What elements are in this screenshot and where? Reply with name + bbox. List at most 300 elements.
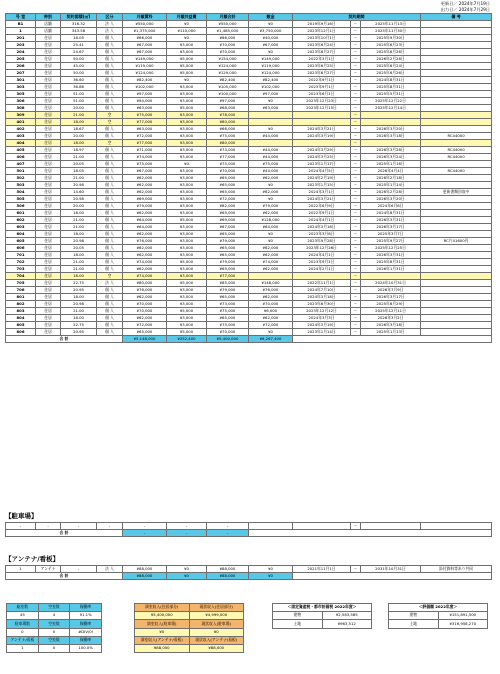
notes: RC44000 xyxy=(421,133,492,140)
notes xyxy=(421,105,492,112)
fixed-tax-label: 土地 xyxy=(273,620,323,628)
period-start: 2023年3月8日 xyxy=(293,231,351,238)
room-type: 住居 xyxy=(36,154,61,161)
table-row xyxy=(6,126,492,133)
period-sep: ~ xyxy=(351,70,361,77)
parking-cell xyxy=(421,523,492,530)
fixed-tax-value: ¥963,512 xyxy=(322,620,372,628)
period-end: 2026年3月20日 xyxy=(361,126,421,133)
table-row xyxy=(6,266,492,273)
appraisal-label: 建物 xyxy=(389,612,439,620)
table-row xyxy=(6,210,492,217)
period-end: 2026年3月31日 xyxy=(361,217,421,224)
table-row xyxy=(6,196,492,203)
period-end: 2026年3月18日 xyxy=(361,133,421,140)
room-number: 606 xyxy=(6,245,36,252)
tenant-class: 個 人 xyxy=(97,259,123,266)
report-dates xyxy=(370,1,490,13)
fixed-tax-title: ＜固定資産税・都市計画税 2022年度＞ xyxy=(273,604,372,612)
monthly-total: ¥78,000 xyxy=(207,112,249,119)
monthly-rent: ¥71,000 xyxy=(123,147,167,154)
monthly-rent: ¥64,000 xyxy=(123,217,167,224)
tenant-class: 空 xyxy=(97,119,123,126)
antenna-total-label: 合 計 xyxy=(6,573,123,580)
period-end: 2026年4月4日 xyxy=(361,168,421,175)
room-type: 住居 xyxy=(36,189,61,196)
table-row xyxy=(6,315,492,322)
deposit xyxy=(249,273,293,280)
deposit: ¥82,400 xyxy=(249,77,293,84)
table-row xyxy=(6,77,492,84)
notes: RC44000 xyxy=(421,168,492,175)
period-end: 2025年12月22日 xyxy=(361,98,421,105)
room-number: 605 xyxy=(6,238,36,245)
period-sep: ~ xyxy=(351,210,361,217)
period-sep: ~ xyxy=(351,217,361,224)
area: 20.98 xyxy=(61,182,97,189)
occ-head: 稼働率 xyxy=(70,604,102,612)
room-type: 住居 xyxy=(36,252,61,259)
occ-head: 稼働率 xyxy=(70,636,102,644)
period-sep: ~ xyxy=(351,112,361,119)
period-start: 2023年6月25日 xyxy=(293,63,351,70)
notes xyxy=(421,266,492,273)
monthly-total: ¥65,000 xyxy=(207,315,249,322)
room-number: 201 xyxy=(6,35,36,42)
deposit: ¥62,000 xyxy=(249,210,293,217)
tenant-class: 個 人 xyxy=(97,91,123,98)
tenant-class: 個 人 xyxy=(97,217,123,224)
common-fee: ¥3,000 xyxy=(167,49,207,56)
area: 18.00 xyxy=(61,210,97,217)
notes xyxy=(421,252,492,259)
area: 18.00 xyxy=(61,294,97,301)
antenna-cell: ¥88,000 xyxy=(207,566,249,573)
monthly-rent: ¥76,000 xyxy=(123,238,167,245)
room-number: 206 xyxy=(6,63,36,70)
period-end: 2025年5月31日 xyxy=(361,91,421,98)
room-number: 601 xyxy=(6,210,36,217)
area: 21.00 xyxy=(61,217,97,224)
tenant-class: 個 人 xyxy=(97,308,123,315)
notes: RC片41600円 xyxy=(421,238,492,245)
tenant-class: 個 人 xyxy=(97,266,123,273)
area: 22.75 xyxy=(61,322,97,329)
period-start: 2023年6月30日 xyxy=(293,301,351,308)
monthly-total: ¥70,000 xyxy=(207,49,249,56)
period-end xyxy=(361,273,421,280)
room-type: 住居 xyxy=(36,245,61,252)
income-head: 現状収入(住居部分) xyxy=(189,604,244,612)
monthly-rent: ¥66,000 xyxy=(123,35,167,42)
room-type: 住居 xyxy=(36,147,61,154)
monthly-total: ¥69,000 xyxy=(207,217,249,224)
table-row xyxy=(6,280,492,287)
monthly-rent: ¥69,000 xyxy=(123,196,167,203)
common-fee: ¥3,000 xyxy=(167,224,207,231)
period-start xyxy=(293,119,351,126)
monthly-rent: ¥72,000 xyxy=(123,322,167,329)
deposit: ¥62,000 xyxy=(249,189,293,196)
area: 18.67 xyxy=(61,126,97,133)
room-number: 204 xyxy=(6,49,36,56)
area: 20.98 xyxy=(61,196,97,203)
monthly-rent: ¥63,000 xyxy=(123,105,167,112)
tenant-class: 法 人 xyxy=(97,21,123,28)
parking-cell: - xyxy=(36,523,61,530)
antenna-cell: 2031年10月31日 xyxy=(361,566,421,573)
common-fee: ¥0 xyxy=(167,21,207,28)
table-row xyxy=(6,98,492,105)
notes xyxy=(421,280,492,287)
occ-head: 空室数 xyxy=(38,620,70,628)
period-sep: ~ xyxy=(351,301,361,308)
deposit: ¥0 xyxy=(249,238,293,245)
period-sep: ~ xyxy=(351,266,361,273)
monthly-total: ¥154,000 xyxy=(207,56,249,63)
table-row xyxy=(6,252,492,259)
common-fee: ¥5,000 xyxy=(167,280,207,287)
output-date: 出力日／ 2024年7月29日 xyxy=(440,7,490,12)
room-type: 住居 xyxy=(36,315,61,322)
tenant-class: 個 人 xyxy=(97,224,123,231)
antenna-total-sum: ¥88,000 xyxy=(207,573,249,580)
income-value: ¥4,999,000 xyxy=(189,612,244,620)
period-start: 2022年11月1日 xyxy=(293,280,351,287)
income-value: ¥0 xyxy=(135,628,190,636)
deposit: ¥62,000 xyxy=(249,266,293,273)
monthly-rent: ¥124,000 xyxy=(123,70,167,77)
period-start: 2019年9月16日 xyxy=(293,21,351,28)
col-type: 种别 xyxy=(36,14,61,21)
room-number: 502 xyxy=(6,175,36,182)
antenna-cell: ¥0 xyxy=(167,566,207,573)
room-number: 805 xyxy=(6,322,36,329)
period-end: 2025年11月13日 xyxy=(361,21,421,28)
tenant-class: 個 人 xyxy=(97,196,123,203)
common-fee: ¥5,000 xyxy=(167,329,207,336)
deposit: ¥0 xyxy=(249,329,293,336)
period-sep: ~ xyxy=(351,21,361,28)
tenant-class: 個 人 xyxy=(97,84,123,91)
common-fee: ¥0 xyxy=(167,161,207,168)
monthly-rent: ¥63,000 xyxy=(123,126,167,133)
table-row xyxy=(6,49,492,56)
common-fee: ¥3,000 xyxy=(167,273,207,280)
period-sep: ~ xyxy=(351,154,361,161)
period-end: 2025年9月30日 xyxy=(361,35,421,42)
antenna-cell: 1 xyxy=(6,566,36,573)
period-start: 2024年3月3日 xyxy=(293,315,351,322)
occ-head: 空室数 xyxy=(38,636,70,644)
notes xyxy=(421,259,492,266)
monthly-total: ¥65,000 xyxy=(207,189,249,196)
period-start: 2022年6月9日 xyxy=(293,203,351,210)
period-start: 2023年1月14日 xyxy=(293,329,351,336)
common-fee: ¥5,000 xyxy=(167,259,207,266)
monthly-rent: ¥72,000 xyxy=(123,133,167,140)
monthly-total: ¥72,000 xyxy=(207,196,249,203)
deposit: ¥44,000 xyxy=(249,154,293,161)
monthly-total: ¥67,000 xyxy=(207,224,249,231)
monthly-total: ¥79,000 xyxy=(207,238,249,245)
period-start: 2024年3月1日 xyxy=(293,189,351,196)
total-label: 合 計 xyxy=(6,336,123,343)
common-fee: ¥3,000 xyxy=(167,140,207,147)
period-start: 2024年3月21日 xyxy=(293,126,351,133)
common-fee: ¥3,000 xyxy=(167,315,207,322)
common-fee: ¥3,000 xyxy=(167,287,207,294)
room-number: 505 xyxy=(6,196,36,203)
notes xyxy=(421,196,492,203)
room-type: 住居 xyxy=(36,322,61,329)
monthly-rent: ¥70,000 xyxy=(123,308,167,315)
deposit: ¥70,000 xyxy=(249,301,293,308)
deposit: ¥62,000 xyxy=(249,294,293,301)
period-sep: ~ xyxy=(351,273,361,280)
area: 20.05 xyxy=(61,245,97,252)
room-number: 207 xyxy=(6,70,36,77)
area: 18.00 xyxy=(61,140,97,147)
room-type: 住居 xyxy=(36,126,61,133)
area: 316.32 xyxy=(61,21,97,28)
occ-head: 稼働率 xyxy=(70,620,102,628)
tenant-class: 個 人 xyxy=(97,154,123,161)
monthly-rent: ¥149,000 xyxy=(123,56,167,63)
appraisal-value xyxy=(388,603,488,629)
notes xyxy=(421,49,492,56)
tenant-class: 個 人 xyxy=(97,203,123,210)
appraisal-value-cell: ¥151,891,500 xyxy=(438,612,488,620)
period-start: 2024年3月21日 xyxy=(293,196,351,203)
antenna-cell: ¥88,000 xyxy=(123,566,167,573)
monthly-total: ¥100,000 xyxy=(207,91,249,98)
deposit: ¥0 xyxy=(249,196,293,203)
monthly-total: ¥82,400 xyxy=(207,77,249,84)
area: 18.05 xyxy=(61,168,97,175)
area: 50.00 xyxy=(61,70,97,77)
period-start xyxy=(293,112,351,119)
room-number: 705 xyxy=(6,280,36,287)
area: 36.60 xyxy=(61,77,97,84)
period-start: 2023年12月12日 xyxy=(293,308,351,315)
deposit: ¥40,000 xyxy=(249,35,293,42)
deposit: ¥3,750,000 xyxy=(249,28,293,35)
period-end: 2025年12月25日 xyxy=(361,245,421,252)
occ-value: 91.1% xyxy=(70,612,102,620)
notes xyxy=(421,119,492,126)
table-row xyxy=(6,119,492,126)
occ-value: 0 xyxy=(7,628,39,636)
area: 21.00 xyxy=(61,308,97,315)
tenant-class: 個 人 xyxy=(97,98,123,105)
common-fee: ¥3,000 xyxy=(167,231,207,238)
area: 51.00 xyxy=(61,98,97,105)
room-number: 702 xyxy=(6,259,36,266)
room-type: 住居 xyxy=(36,70,61,77)
table-row xyxy=(6,287,492,294)
period-sep: ~ xyxy=(351,63,361,70)
room-number: 402 xyxy=(6,126,36,133)
deposit: ¥0 xyxy=(249,126,293,133)
notes xyxy=(421,273,492,280)
room-type: 住居 xyxy=(36,133,61,140)
room-number: 602 xyxy=(6,217,36,224)
period-start: 2023年12月1日 xyxy=(293,28,351,35)
common-fee: ¥5,000 xyxy=(167,217,207,224)
tenant-class: 空 xyxy=(97,140,123,147)
area: 21.00 xyxy=(61,112,97,119)
tenant-class: 個 人 xyxy=(97,35,123,42)
income-summary xyxy=(134,603,244,653)
common-fee: ¥5,000 xyxy=(167,56,207,63)
tenant-class: 個 人 xyxy=(97,238,123,245)
main-total-row xyxy=(6,336,492,343)
period-sep: ~ xyxy=(351,140,361,147)
occ-value: 0 xyxy=(38,644,70,652)
common-fee: ¥3,000 xyxy=(167,133,207,140)
monthly-total: ¥79,000 xyxy=(207,259,249,266)
period-start: 2024年2月1日 xyxy=(293,266,351,273)
period-start: 2024年2月19日 xyxy=(293,175,351,182)
area: 21.00 xyxy=(61,259,97,266)
notes xyxy=(421,28,492,35)
occ-head: 駐車場数 xyxy=(7,620,39,628)
monthly-total: ¥82,000 xyxy=(207,203,249,210)
notes xyxy=(421,210,492,217)
notes xyxy=(421,182,492,189)
deposit: ¥62,000 xyxy=(249,252,293,259)
tenant-class: 個 人 xyxy=(97,210,123,217)
tenant-class: 個 人 xyxy=(97,287,123,294)
period-start: 2022年9月1日 xyxy=(293,210,351,217)
deposit: ¥128,000 xyxy=(249,217,293,224)
monthly-total: ¥65,000 xyxy=(207,245,249,252)
table-row xyxy=(6,161,492,168)
room-type: 住居 xyxy=(36,329,61,336)
monthly-rent: ¥97,000 xyxy=(123,91,167,98)
monthly-total: ¥74,000 xyxy=(207,147,249,154)
common-fee: ¥5,000 xyxy=(167,105,207,112)
room-type: 住居 xyxy=(36,231,61,238)
period-end: 2024年6月8日 xyxy=(361,203,421,210)
monthly-total: ¥68,000 xyxy=(207,105,249,112)
room-number: 403 xyxy=(6,133,36,140)
area: 25.41 xyxy=(61,42,97,49)
deposit: ¥79,000 xyxy=(249,203,293,210)
common-fee: ¥3,000 xyxy=(167,266,207,273)
room-type: 住居 xyxy=(36,259,61,266)
room-type: 住居 xyxy=(36,175,61,182)
monthly-total: ¥65,000 xyxy=(207,210,249,217)
common-fee: ¥3,000 xyxy=(167,175,207,182)
income-head: 現状収入(アンテナ/看板) xyxy=(189,636,244,644)
col-deposit: 敷金 xyxy=(249,14,293,21)
monthly-total: ¥65,000 xyxy=(207,175,249,182)
area: 20.00 xyxy=(61,133,97,140)
deposit: ¥0 xyxy=(249,49,293,56)
tenant-class: 空 xyxy=(97,273,123,280)
tenant-class: 個 人 xyxy=(97,105,123,112)
tenant-class: 空 xyxy=(97,112,123,119)
appraisal-label: 土地 xyxy=(389,620,439,628)
period-start xyxy=(293,140,351,147)
occupancy-summary xyxy=(6,603,102,653)
period-end: 2025年12月11日 xyxy=(361,308,421,315)
deposit: ¥97,000 xyxy=(249,91,293,98)
area: 18.00 xyxy=(61,315,97,322)
table-row xyxy=(6,245,492,252)
notes xyxy=(421,84,492,91)
period-end xyxy=(361,119,421,126)
table-row xyxy=(6,273,492,280)
deposit: ¥64,000 xyxy=(249,224,293,231)
monthly-total: ¥1,485,000 xyxy=(207,28,249,35)
period-end xyxy=(361,140,421,147)
period-start: 2024年3月19日 xyxy=(293,322,351,329)
tenant-class: 個 人 xyxy=(97,147,123,154)
income-head: 満室収入(アンテナ/看板) xyxy=(135,636,190,644)
table-row xyxy=(6,238,492,245)
monthly-total: ¥85,000 xyxy=(207,280,249,287)
deposit: ¥63,000 xyxy=(249,105,293,112)
room-type: 住居 xyxy=(36,49,61,56)
period-sep: ~ xyxy=(351,280,361,287)
room-number: 603 xyxy=(6,224,36,231)
notes xyxy=(421,294,492,301)
period-sep: ~ xyxy=(351,168,361,175)
period-sep: ~ xyxy=(351,35,361,42)
monthly-rent: ¥62,000 xyxy=(123,252,167,259)
period-end: 2024年10月31日 xyxy=(361,280,421,287)
period-sep: ~ xyxy=(351,42,361,49)
room-number: 706 xyxy=(6,287,36,294)
deposit: ¥0 xyxy=(249,98,293,105)
table-row xyxy=(6,84,492,91)
room-type: 住居 xyxy=(36,35,61,42)
notes xyxy=(421,77,492,84)
tenant-class: 個 人 xyxy=(97,322,123,329)
notes xyxy=(421,315,492,322)
monthly-total: ¥65,000 xyxy=(207,294,249,301)
room-type: 住居 xyxy=(36,42,61,49)
room-type: 住居 xyxy=(36,119,61,126)
tenant-class: 個 人 xyxy=(97,49,123,56)
fixed-asset-tax xyxy=(272,603,372,629)
antenna-cell: 添付資料等あり共同 xyxy=(421,566,492,573)
monthly-total: ¥124,000 xyxy=(207,63,249,70)
table-row xyxy=(6,21,492,28)
common-fee: ¥110,000 xyxy=(167,28,207,35)
period-end: 2024年8月31日 xyxy=(361,210,421,217)
antenna-cell: 2021年11月1日 xyxy=(293,566,351,573)
antenna-cell: 法 人 xyxy=(97,566,123,573)
monthly-total: ¥79,000 xyxy=(207,287,249,294)
monthly-rent: ¥550,000 xyxy=(123,21,167,28)
table-row xyxy=(6,203,492,210)
monthly-total: ¥66,000 xyxy=(207,126,249,133)
period-end: 2026年3月28日 xyxy=(361,147,421,154)
monthly-total: ¥105,000 xyxy=(207,84,249,91)
period-start: 2024年3月29日 xyxy=(293,147,351,154)
tenant-class: 個 人 xyxy=(97,70,123,77)
antenna-cell: ~ xyxy=(351,566,361,573)
notes xyxy=(421,56,492,63)
period-end: 2025年1月16日 xyxy=(361,161,421,168)
room-type: 住居 xyxy=(36,105,61,112)
monthly-total: ¥75,000 xyxy=(207,322,249,329)
room-number: 308 xyxy=(6,105,36,112)
